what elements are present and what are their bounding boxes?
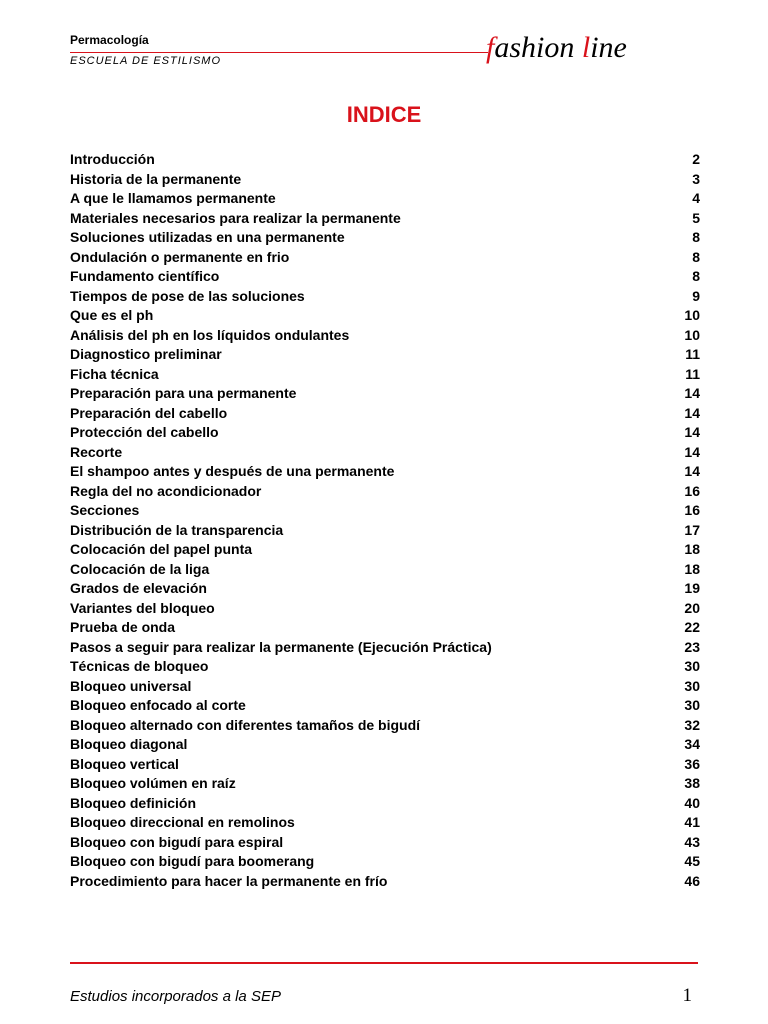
toc-entry <box>70 579 700 599</box>
toc-entry-page: 30 <box>684 677 700 694</box>
toc-entry-label: Distribución de la transparencia <box>70 521 284 538</box>
toc-entry-label: A que le llamamos permanente <box>70 190 276 206</box>
toc-entry <box>70 248 700 268</box>
toc-entry <box>70 599 700 619</box>
toc-entry-page: 9 <box>692 287 700 304</box>
toc-entry <box>70 813 700 833</box>
toc-entry <box>70 657 700 677</box>
toc-entry <box>70 189 700 209</box>
toc-entry-label: Ficha técnica <box>70 365 159 382</box>
toc-entry-label: Protección del cabello <box>70 424 219 440</box>
toc-entry-label: Colocación de la liga <box>70 560 210 577</box>
toc-entry-page: 40 <box>684 794 700 811</box>
table-of-contents <box>70 150 700 891</box>
toc-entry-page: 11 <box>685 365 700 382</box>
toc-entry-page: 17 <box>684 521 700 538</box>
toc-entry <box>70 833 700 853</box>
toc-entry <box>70 228 700 248</box>
toc-entry <box>70 365 700 385</box>
toc-entry <box>70 384 700 404</box>
toc-entry-label: Técnicas de bloqueo <box>70 658 209 674</box>
toc-entry <box>70 267 700 287</box>
footer-rule <box>70 962 698 964</box>
toc-entry-page: 16 <box>684 482 700 499</box>
toc-entry-label: El shampoo antes y después de una permanente <box>70 463 395 479</box>
toc-entry <box>70 209 700 229</box>
toc-entry-label: Colocación del papel punta <box>70 541 253 557</box>
toc-entry-label: Bloqueo volúmen en raíz <box>70 775 236 791</box>
toc-entry <box>70 696 700 716</box>
toc-entry <box>70 560 700 580</box>
toc-entry <box>70 774 700 794</box>
toc-entry-label: Bloqueo direccional en remolinos <box>70 814 295 830</box>
toc-entry <box>70 345 700 365</box>
toc-entry-page: 32 <box>684 716 700 733</box>
toc-entry-page: 10 <box>684 307 700 323</box>
toc-entry-page: 8 <box>692 229 700 245</box>
toc-entry <box>70 872 700 892</box>
toc-entry-page: 19 <box>684 580 700 596</box>
toc-entry <box>70 170 700 190</box>
toc-entry <box>70 287 700 307</box>
toc-entry-page: 23 <box>684 638 700 655</box>
toc-entry-page: 14 <box>684 443 700 460</box>
toc-entry <box>70 423 700 443</box>
toc-entry-label: Grados de elevación <box>70 580 207 596</box>
toc-entry <box>70 150 700 170</box>
toc-entry-page: 41 <box>684 814 700 830</box>
toc-entry <box>70 326 700 346</box>
toc-entry-page: 3 <box>692 170 700 187</box>
toc-entry-label: Introducción <box>70 151 155 167</box>
toc-entry <box>70 794 700 814</box>
header-title: Permacología <box>70 33 149 47</box>
toc-entry-label: Recorte <box>70 443 123 460</box>
toc-entry <box>70 540 700 560</box>
toc-entry-page: 34 <box>684 736 700 752</box>
toc-entry-page: 8 <box>692 248 700 265</box>
toc-entry-page: 14 <box>684 385 700 401</box>
toc-entry-page: 14 <box>684 424 700 440</box>
toc-entry-page: 5 <box>692 209 700 226</box>
toc-entry-label: Pasos a seguir para realizar la permanente (Ejecución Práctica) <box>70 638 492 655</box>
index-title: INDICE <box>346 102 422 127</box>
toc-entry-label: Bloqueo definición <box>70 794 196 811</box>
toc-entry <box>70 501 700 521</box>
toc-entry-page: 2 <box>692 151 700 167</box>
brand-logo <box>486 30 627 66</box>
toc-entry-label: Procedimiento para hacer la permanente en frío <box>70 872 388 889</box>
toc-entry-label: Bloqueo con bigudí para boomerang <box>70 853 315 869</box>
toc-entry-label: Fundamento científico <box>70 268 220 284</box>
toc-entry <box>70 404 700 424</box>
toc-entry-label: Bloqueo alternado con diferentes tamaños de bigudí <box>70 716 421 733</box>
toc-entry-label: Historia de la permanente <box>70 170 242 187</box>
toc-entry-label: Variantes del bloqueo <box>70 599 215 616</box>
toc-entry-page: 36 <box>684 755 700 772</box>
toc-entry <box>70 852 700 872</box>
toc-entry <box>70 735 700 755</box>
brand-letter-l: l <box>581 31 591 64</box>
toc-entry <box>70 521 700 541</box>
toc-entry-label: Bloqueo con bigudí para espiral <box>70 833 284 850</box>
toc-entry-label: Bloqueo diagonal <box>70 736 188 752</box>
toc-entry-page: 10 <box>684 326 700 343</box>
toc-entry-label: Secciones <box>70 502 140 518</box>
toc-entry-page: 11 <box>685 346 700 362</box>
brand-letter-f: f <box>486 31 495 64</box>
toc-entry-page: 45 <box>684 853 700 869</box>
toc-entry-label: Bloqueo vertical <box>70 755 179 772</box>
toc-entry-page: 30 <box>684 658 700 674</box>
toc-entry-page: 14 <box>684 463 700 479</box>
toc-entry-label: Tiempos de pose de las soluciones <box>70 287 305 304</box>
toc-entry-page: 22 <box>684 619 700 635</box>
toc-entry-page: 16 <box>684 502 700 518</box>
toc-entry-page: 4 <box>692 190 700 206</box>
footer-text: Estudios incorporados a la SEP <box>70 988 281 1005</box>
toc-entry-page: 46 <box>684 872 700 889</box>
toc-entry-page: 8 <box>692 268 700 284</box>
toc-entry-page: 14 <box>684 404 700 421</box>
toc-entry-page: 38 <box>684 775 700 791</box>
toc-entry-label: Ondulación o permanente en frio <box>70 248 290 265</box>
toc-entry-label: Bloqueo enfocado al corte <box>70 697 246 713</box>
toc-entry-page: 18 <box>684 541 700 557</box>
brand-text-ine: ine <box>590 31 627 64</box>
brand-text-ashion: ashion <box>494 31 582 64</box>
toc-entry <box>70 462 700 482</box>
toc-entry <box>70 482 700 502</box>
page-number: 1 <box>682 985 692 1006</box>
toc-entry-label: Soluciones utilizadas en una permanente <box>70 229 345 245</box>
toc-entry <box>70 306 700 326</box>
toc-entry-label: Prueba de onda <box>70 619 176 635</box>
toc-entry-label: Materiales necesarios para realizar la permanente <box>70 209 401 226</box>
toc-entry <box>70 755 700 775</box>
toc-entry-label: Que es el ph <box>70 307 154 323</box>
toc-entry <box>70 716 700 736</box>
toc-entry-label: Regla del no acondicionador <box>70 482 262 499</box>
toc-entry <box>70 638 700 658</box>
toc-entry-label: Bloqueo universal <box>70 677 192 694</box>
toc-entry-label: Preparación para una permanente <box>70 385 297 401</box>
toc-entry-page: 30 <box>684 697 700 713</box>
toc-entry-label: Preparación del cabello <box>70 404 228 421</box>
toc-entry <box>70 618 700 638</box>
toc-entry <box>70 443 700 463</box>
toc-entry <box>70 677 700 697</box>
header-subtitle: ESCUELA DE ESTILISMO <box>70 55 222 67</box>
toc-entry-page: 18 <box>684 560 700 577</box>
toc-entry-label: Diagnostico preliminar <box>70 346 222 362</box>
header-rule <box>70 52 488 53</box>
toc-entry-label: Análisis del ph en los líquidos ondulantes <box>70 326 350 343</box>
toc-entry-page: 20 <box>684 599 700 616</box>
toc-entry-page: 43 <box>684 833 700 850</box>
